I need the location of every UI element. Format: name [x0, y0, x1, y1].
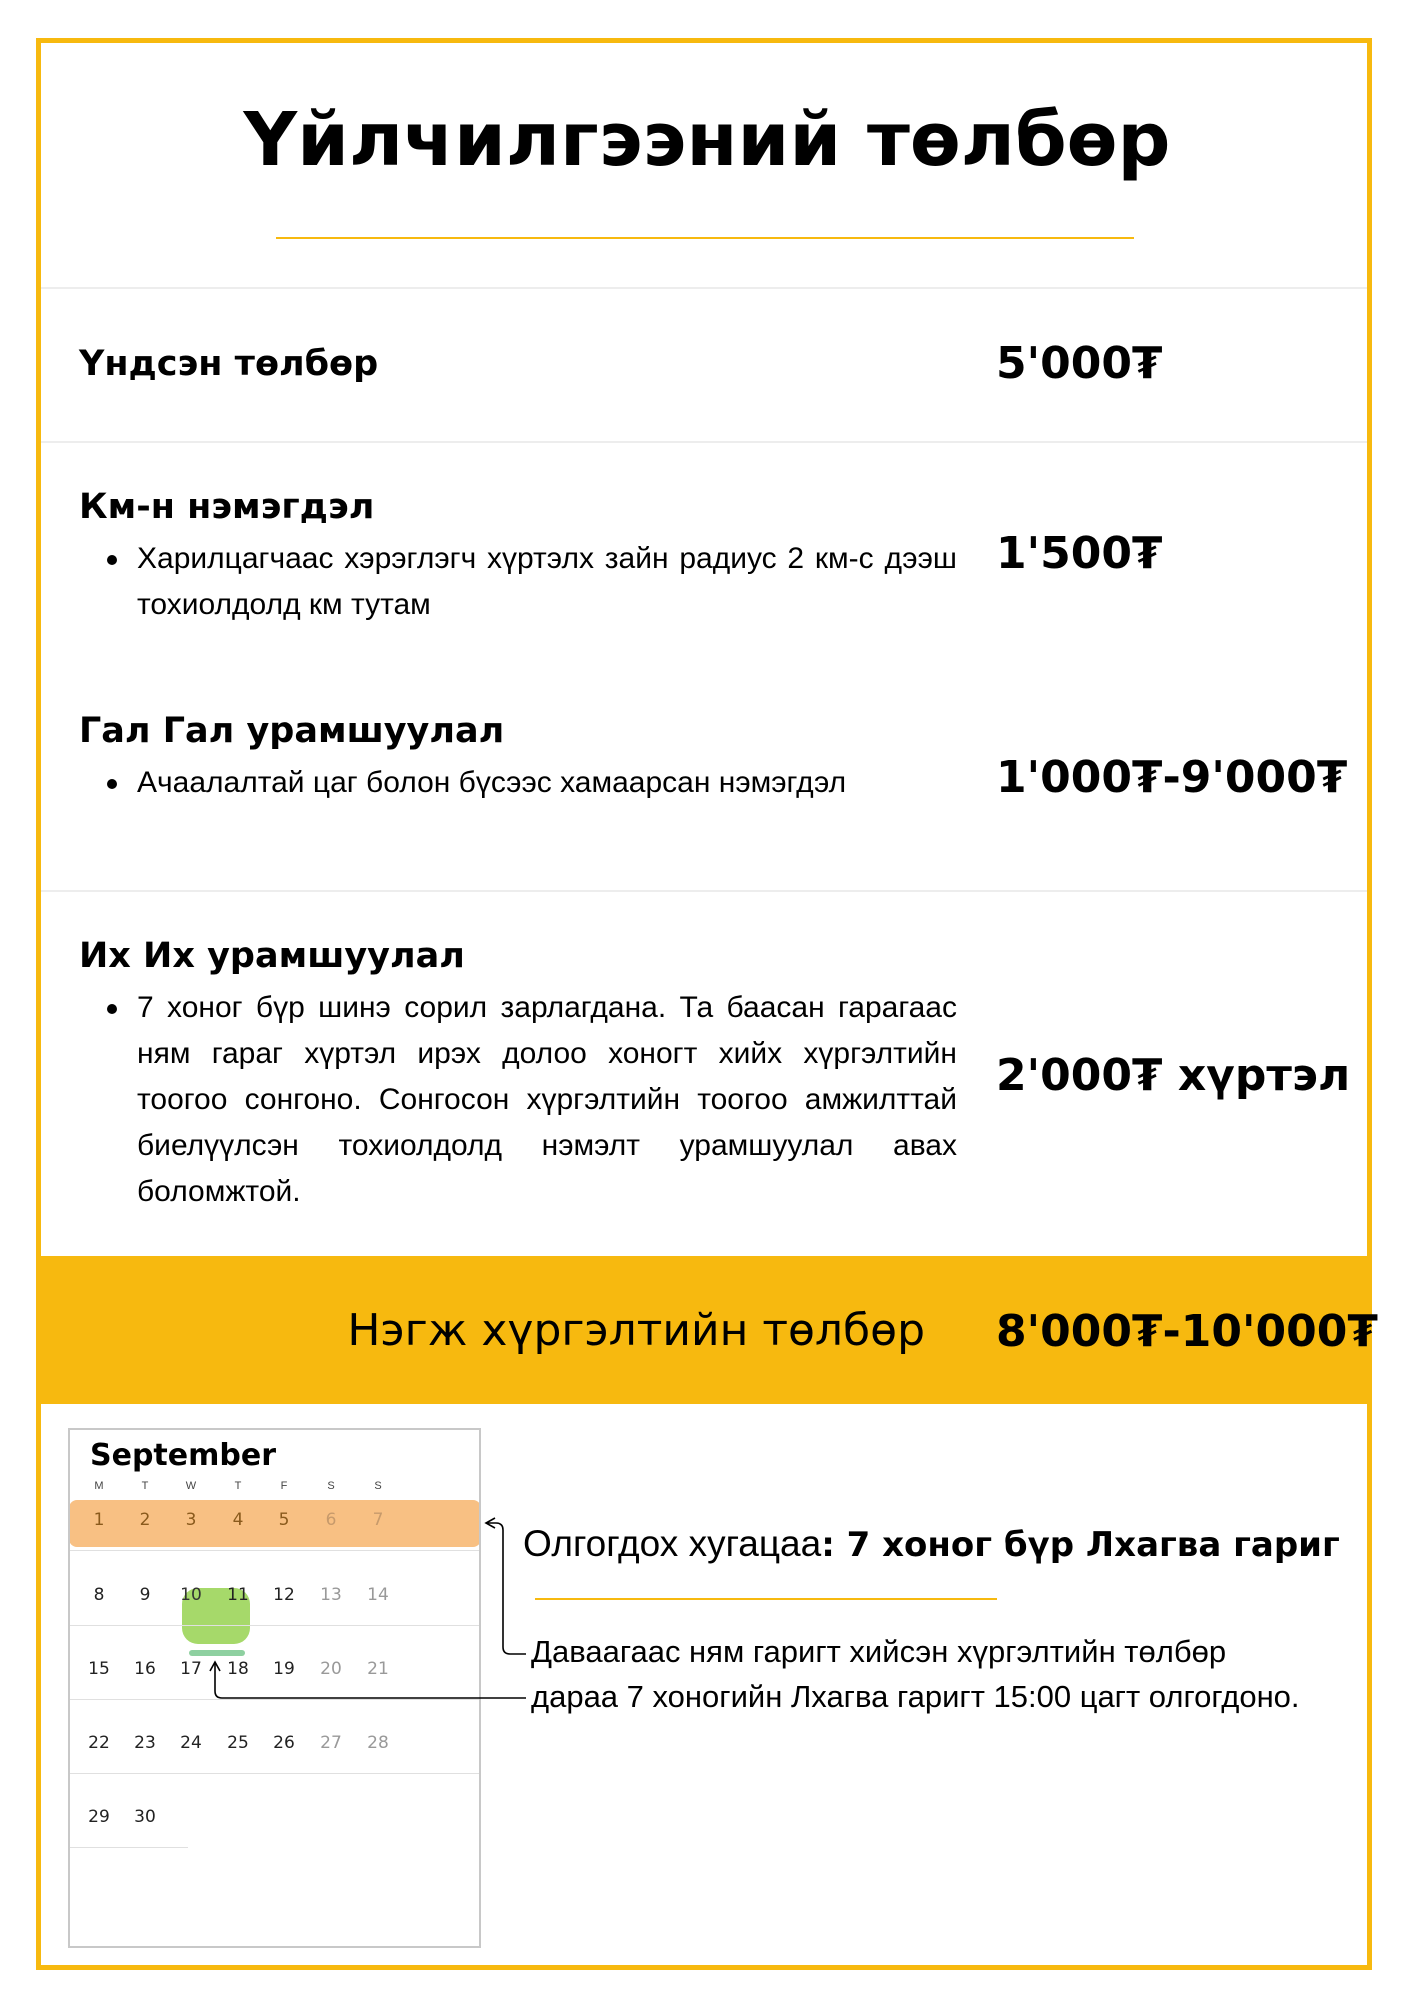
calendar-weekday: S	[327, 1480, 335, 1492]
calendar-day[interactable]: 9	[139, 1585, 151, 1605]
calendar-weekday: M	[94, 1480, 104, 1492]
fee-name-km: Км-н нэмэгдэл	[79, 487, 375, 527]
calendar-day[interactable]: 17	[180, 1659, 202, 1679]
calendar-day[interactable]: 25	[227, 1733, 249, 1753]
fee-name-base: Үндсэн төлбөр	[79, 344, 379, 384]
arrow-to-week	[486, 1523, 526, 1654]
calendar-day[interactable]: 4	[232, 1510, 244, 1530]
calendar-day[interactable]: 13	[320, 1585, 342, 1605]
total-label: Нэгж хүргэлтийн төлбөр	[347, 1305, 925, 1356]
calendar-day[interactable]: 23	[134, 1733, 156, 1753]
calendar-day[interactable]: 16	[134, 1659, 156, 1679]
calendar-day[interactable]: 6	[325, 1510, 337, 1530]
payout-underline	[535, 1598, 997, 1600]
payout-label: Олгогдох хугацаа	[523, 1523, 822, 1564]
fee-name-galgal: Гал Гал урамшуулал	[79, 711, 505, 751]
page-title: Үйлчилгээний төлбөр	[243, 97, 1171, 183]
calendar-day[interactable]: 14	[367, 1585, 389, 1605]
calendar-day[interactable]: 2	[139, 1510, 151, 1530]
calendar-day[interactable]: 3	[185, 1510, 197, 1530]
calendar-day[interactable]: 28	[367, 1733, 389, 1753]
calendar-day[interactable]: 8	[93, 1585, 105, 1605]
total-value: 8'000₮-10'000₮	[996, 1306, 1378, 1357]
payout-note-line-2: дараа 7 хоногийн Лхагва гаригт 15:00 цагт олгогдоно.	[531, 1679, 1300, 1714]
calendar-day[interactable]: 21	[367, 1659, 389, 1679]
calendar-day[interactable]: 27	[320, 1733, 342, 1753]
calendar-day[interactable]: 1	[93, 1510, 105, 1530]
payout-note-line-1: Даваагаас ням гаригт хийсэн хүргэлтийн төлбөр	[531, 1634, 1227, 1669]
calendar-weekday: T	[234, 1480, 242, 1492]
calendar-day-payout[interactable]: 10	[180, 1585, 202, 1605]
calendar-day[interactable]: 30	[134, 1807, 156, 1827]
calendar-weekday: S	[374, 1480, 382, 1492]
calendar-day[interactable]: 19	[273, 1659, 295, 1679]
calendar-day[interactable]: 22	[88, 1733, 110, 1753]
fee-price-ihih: 2'000₮ хүртэл	[996, 1050, 1351, 1101]
fee-price-km: 1'500₮	[996, 528, 1163, 579]
calendar-day[interactable]: 26	[273, 1733, 295, 1753]
calendar-day[interactable]: 20	[320, 1659, 342, 1679]
fee-description-text: Харилцагчаас хэрэглэгч хүртэлх зайн радиус 2 км-с дээш тохиолдолд км тутам	[137, 542, 957, 621]
fee-description-text: Ачаалалтай цаг болон бүсээс хамаарсан нэмэгдэл	[137, 766, 847, 799]
arrow-to-payout-day	[215, 1662, 526, 1698]
calendar-day[interactable]: 11	[227, 1585, 249, 1605]
fee-price-base: 5'000₮	[996, 338, 1163, 389]
fee-description-text: 7 хоног бүр шинэ сорил зарлагдана. Та баасан гарагаас ням гараг хүртэл ирэх долоо хоногт хийх хүргэлтийн тоогоо сонгоно. Сонгосон хүргэлтийн тоогоо амжилттай биелүүлсэн тохиолдолд нэмэлт урамшуулал авах боломжтой.	[137, 991, 957, 1208]
payout-info	[523, 1520, 1340, 1569]
calendar-day[interactable]: 12	[273, 1585, 295, 1605]
calendar-day[interactable]: 15	[88, 1659, 110, 1679]
fee-name-ihih: Их Их урамшуулал	[79, 936, 465, 976]
calendar-day[interactable]: 18	[227, 1659, 249, 1679]
calendar-weekday: T	[141, 1480, 149, 1492]
payout-value: : 7 хоног бүр Лхагва гариг	[821, 1525, 1340, 1565]
calendar-day[interactable]: 24	[180, 1733, 202, 1753]
calendar-weekday: F	[280, 1480, 288, 1492]
fee-price-galgal: 1'000₮-9'000₮	[996, 752, 1348, 803]
calendar-month: September	[90, 1438, 276, 1473]
calendar-weekday: W	[185, 1480, 197, 1492]
calendar-day[interactable]: 7	[372, 1510, 384, 1530]
calendar-day[interactable]: 29	[88, 1807, 110, 1827]
calendar-day[interactable]: 5	[278, 1510, 290, 1530]
